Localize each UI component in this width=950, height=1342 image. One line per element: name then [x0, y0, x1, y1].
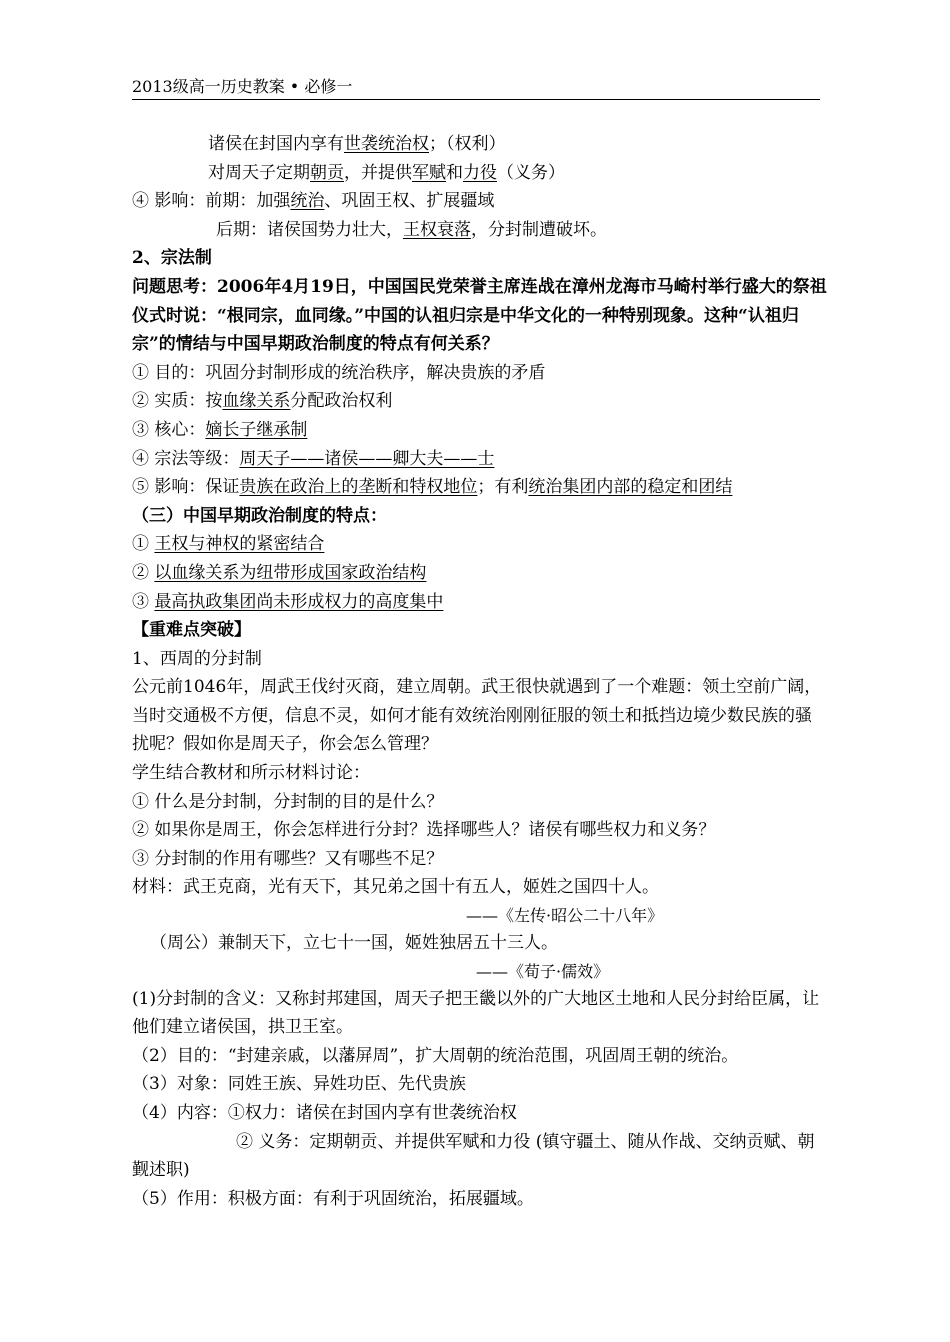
text-segment: ③ 核心： [132, 419, 206, 440]
text-segment: ④ 宗法等级： [132, 448, 240, 469]
feature-item [132, 559, 827, 588]
duties-line [132, 159, 827, 188]
section-heading: （三）中国早期政治制度的特点： [132, 505, 387, 526]
answer-purpose: （2）目的：“封建亲戚，以藩屏周”，扩大周朝的统治范围，巩固周王朝的统治。 [132, 1045, 739, 1066]
influence-late-line [132, 216, 827, 245]
text-segment: 对周天子定期 [208, 162, 310, 183]
underlined-term: 朝贡 [310, 162, 344, 183]
material-quote: （周公）兼制天下，立七十一国，姬姓独居五十三人。 [150, 933, 558, 954]
text-segment: ① [132, 534, 155, 555]
feature-item [132, 588, 827, 617]
underlined-term: 最高执政集团尚未形成权力的高度集中 [154, 591, 444, 612]
answer-content-rights: （4）内容：①权力：诸侯在封国内享有世袭统治权 [132, 1103, 517, 1123]
text-segment: ⑤ 影响：保证 [132, 477, 240, 498]
underlined-term: 统治 [290, 191, 325, 212]
discussion-question: ① 什么是分封制，分封制的目的是什么？ [132, 791, 444, 812]
section-heading: 2、宗法制 [132, 248, 212, 269]
text-segment: ；有利 [477, 477, 529, 498]
underlined-term: 血缘关系 [222, 391, 291, 412]
text-segment: ② 实质：按 [132, 391, 223, 412]
zongfa-hierarchy [132, 445, 827, 474]
zongfa-influence [132, 473, 827, 502]
discussion-question: ② 如果你是周王，你会怎样进行分封？选择哪些人？诸侯有哪些权力和义务？ [132, 820, 716, 841]
rights-line [132, 130, 827, 159]
underlined-term: 嫡长子继承制 [205, 419, 308, 440]
question-paragraph: 问题思考：2006年4月19日，中国国民党荣誉主席连战在漳州龙海市马崎村举行盛大的祭祖仪式时说：“根同宗，血同缘。”中国的认祖归宗是中华文化的一种特别现象。这种“认祖归宗”的情结与中国早期政治制度的特点有何关系？ [132, 276, 827, 355]
text-segment: ④ 影响：前期：加强 [132, 191, 291, 212]
material-quote: 材料：武王克商，光有天下，其兄弟之国十有五人，姬姓之国四十人。 [132, 877, 659, 898]
underlined-term: 王权衰落 [403, 219, 471, 240]
influence-early-line [132, 187, 827, 216]
intro-paragraph: 公元前1046年，周武王伐纣灭商，建立周朝。武王很快就遇到了一个难题：领土空前广阔，当时交通极不方便，信息不灵，如何才能有效统治刚刚征服的领土和抵挡边境少数民族的骚扰呢？假如你是周天子，你会怎么管理？ [132, 677, 822, 755]
text-segment: ，分封制遭破坏。 [471, 219, 607, 240]
zongfa-essence [132, 387, 827, 416]
zongfa-purpose: ① 目的：巩固分封制形成的统治秩序，解决贵族的矛盾 [132, 362, 546, 383]
text-segment: ；（权利） [429, 134, 506, 154]
quote-source: ——《左传·昭公二十八年》 [466, 906, 664, 926]
underlined-term: 统治集团内部的稳定和团结 [528, 477, 733, 498]
answer-definition: (1)分封制的含义：又称封邦建国，周天子把王畿以外的广大地区土地和人民分封给臣属，让他们建立诸侯国，拱卫王室。 [132, 988, 820, 1038]
zongfa-core [132, 416, 827, 445]
section-heading: 【重难点突破】 [132, 620, 251, 641]
answer-targets: （3）对象：同姓王族、异姓功臣、先代贵族 [132, 1074, 466, 1095]
text-segment: ③ [132, 591, 155, 612]
text-segment: 后期：诸侯国势力壮大， [216, 219, 403, 240]
answer-effect: （5）作用：积极方面：有利于巩固统治，拓展疆域。 [132, 1188, 534, 1209]
text-segment: ② [132, 562, 155, 583]
underlined-term: 贵族在政治上的垄断和特权地位 [239, 477, 478, 498]
text-segment: 分配政治权利 [290, 391, 393, 412]
page-header [132, 76, 820, 100]
text-segment: 、巩固王权、扩展疆域 [324, 191, 495, 212]
text-segment: （义务） [497, 162, 565, 183]
document-body [132, 130, 827, 1213]
text-segment: ，并提供 [344, 162, 412, 183]
underlined-term: 王权与神权的紧密结合 [154, 534, 325, 555]
underlined-term: 力役 [463, 162, 497, 183]
underlined-term: 军赋 [412, 162, 446, 183]
underlined-term: 世袭统治权 [344, 134, 429, 154]
quote-source: ——《荀子·儒效》 [476, 961, 610, 981]
discussion-question: ③ 分封制的作用有哪些？又有哪些不足？ [132, 848, 444, 869]
feature-item [132, 530, 827, 559]
underlined-term: 周天子——诸侯——卿大夫——士 [239, 448, 495, 469]
underlined-term: 以血缘关系为纽带形成国家政治结构 [154, 562, 427, 583]
subsection-title: 1、西周的分封制 [132, 648, 262, 669]
text-segment: 和 [446, 162, 463, 183]
text-segment: 诸侯在封国内享有 [208, 134, 344, 154]
header-title: 2013级高一历史教案 • 必修一 [132, 77, 353, 96]
discussion-prompt: 学生结合教材和所示材料讨论： [132, 763, 370, 784]
answer-content-duties: ② 义务：定期朝贡、并提供军赋和力役 (镇守疆土、随从作战、交纳贡赋、朝觐述职) [132, 1131, 815, 1181]
